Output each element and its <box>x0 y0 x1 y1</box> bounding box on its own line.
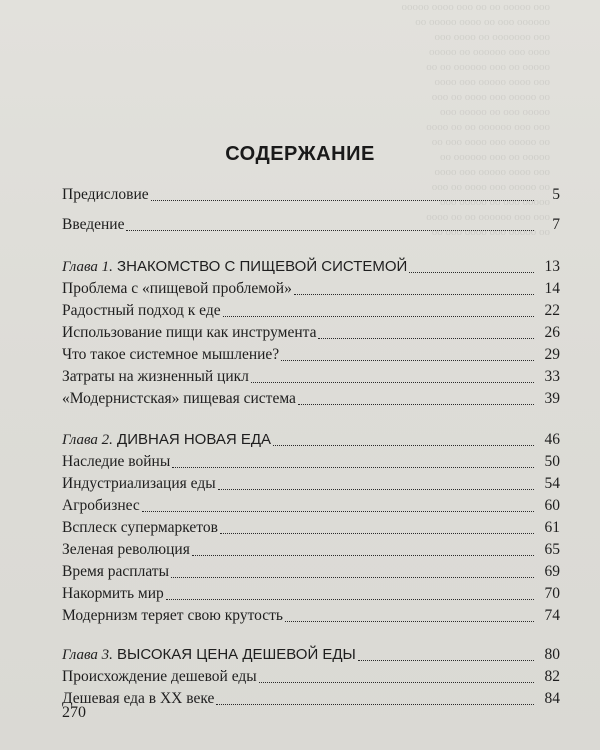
toc-entry-title: «Модернистская» пищевая система <box>62 390 296 407</box>
toc-entry[interactable] <box>62 386 560 408</box>
toc-entry[interactable] <box>62 603 560 625</box>
toc-entry[interactable] <box>62 276 560 298</box>
leader-dots <box>218 488 534 490</box>
toc-entry-page: 13 <box>544 258 560 275</box>
leader-dots <box>216 703 534 705</box>
leader-dots <box>172 466 534 468</box>
toc-entry-title: Происхождение дешевой еды <box>62 668 257 685</box>
page-title: СОДЕРЖАНИЕ <box>225 143 375 165</box>
toc-entry-title: Использование пищи как инструмента <box>62 324 317 341</box>
leader-dots <box>251 381 534 383</box>
leader-dots <box>171 576 534 578</box>
toc-entry-title: Индустриализация еды <box>62 475 216 492</box>
toc-entry[interactable] <box>62 342 560 364</box>
toc-chapter-entry[interactable] <box>62 254 560 276</box>
leader-dots <box>192 554 534 556</box>
leader-dots <box>126 229 534 231</box>
toc-entry[interactable] <box>62 537 560 559</box>
toc-entry[interactable] <box>62 298 560 320</box>
toc-entry-title: Затраты на жизненный цикл <box>62 368 249 385</box>
toc-entry-page: 84 <box>544 690 560 707</box>
toc-entry-page: 60 <box>544 497 560 514</box>
toc-entry-title: Накормить мир <box>62 585 164 602</box>
toc-entry-title: Введение <box>62 216 125 233</box>
toc-entry[interactable] <box>62 515 560 537</box>
toc-entry-page: 5 <box>552 186 560 203</box>
toc-entry-page: 29 <box>544 346 560 363</box>
leader-dots <box>298 403 534 405</box>
leader-dots <box>151 199 534 201</box>
toc-entry-page: 70 <box>544 585 560 602</box>
toc-entry-page: 54 <box>544 475 560 492</box>
toc-entry-page: 69 <box>544 563 560 580</box>
toc-entry-page: 61 <box>544 519 560 536</box>
toc-entry[interactable] <box>62 471 560 493</box>
toc-entry-page: 65 <box>544 541 560 558</box>
toc-entry-page: 22 <box>544 302 560 319</box>
toc-entry-title: Что такое системное мышление? <box>62 346 280 363</box>
leader-dots <box>409 271 534 273</box>
toc-entry-title: Время расплаты <box>62 563 169 580</box>
leader-dots <box>142 510 534 512</box>
chapter-title: ВЫСОКАЯ ЦЕНА ДЕШЕВОЙ ЕДЫ <box>117 646 356 663</box>
toc-entry-page: 26 <box>544 324 560 341</box>
leader-dots <box>166 598 534 600</box>
toc-entry-page: 80 <box>544 646 560 663</box>
toc-entry-page: 14 <box>544 280 560 297</box>
toc-entry[interactable] <box>62 559 560 581</box>
toc-entry[interactable] <box>62 581 560 603</box>
chapter-number: Глава 3. <box>62 647 113 663</box>
page-number: 270 <box>62 704 86 721</box>
toc-entry[interactable] <box>62 364 560 386</box>
toc-entry[interactable] <box>62 449 560 471</box>
toc-entry-page: 82 <box>544 668 560 685</box>
toc-entry-title: Предисловие <box>62 186 149 203</box>
toc-entry-page: 33 <box>544 368 560 385</box>
toc-entry[interactable] <box>62 182 560 204</box>
leader-dots <box>259 681 534 683</box>
leader-dots <box>294 293 534 295</box>
chapter-number: Глава 1. <box>62 259 113 275</box>
toc-entry-page: 50 <box>544 453 560 470</box>
leader-dots <box>220 532 534 534</box>
toc-chapter-entry[interactable] <box>62 427 560 449</box>
toc-entry-title: Агробизнес <box>62 497 140 514</box>
toc-entry-title: Модернизм теряет свою крутость <box>62 607 284 624</box>
leader-dots <box>273 444 534 446</box>
toc-entry-page: 7 <box>552 216 560 233</box>
toc-entry-page: 46 <box>544 431 560 448</box>
toc-entry-page: 39 <box>544 390 560 407</box>
show-through-text: ооо ооооо оо оо ооо оооо ооооо оооооо ооо оо оооо ооооо оо ооо ооооооо оо оооо ооо оооо ооо оооооо оо ооооо ооооо оо ооо оооооо оо оо ооо оооо ооооо ооо оооо оо ооооо ооо оооо оо ооо ооооо ооо оо ооооо ооо ооо ооо оооооо оо оо оооо оо ооооо ооо оооо ооо оо ооооо оо ооо оооооо оо ооо оооо ооооо ооо оооо оо ооооо ооо оооо оо ооо ооооо ооо оо ооооо ооо ооо ооо оооооо оо оо оооо оо ооооо ооо оооо ооо оо <box>401 1 550 238</box>
toc-entry-page: 74 <box>544 607 560 624</box>
toc-chapter-entry[interactable] <box>62 642 560 664</box>
toc-entry[interactable] <box>62 493 560 515</box>
chapter-title: ДИВНАЯ НОВАЯ ЕДА <box>117 431 272 448</box>
toc-entry-title: Дешевая еда в XX веке <box>62 690 215 707</box>
leader-dots <box>281 359 534 361</box>
toc-entry[interactable] <box>62 686 560 708</box>
toc-entry-title: Наследие войны <box>62 453 171 470</box>
toc-entry[interactable] <box>62 664 560 686</box>
toc-entry[interactable] <box>62 212 560 234</box>
chapter-number: Глава 2. <box>62 432 113 448</box>
toc-entry-title: Всплеск супермаркетов <box>62 519 218 536</box>
toc-entry[interactable] <box>62 320 560 342</box>
leader-dots <box>223 315 534 317</box>
toc-entry-title: Зеленая революция <box>62 541 190 558</box>
toc-entry-title: Радостный подход к еде <box>62 302 221 319</box>
chapter-title: ЗНАКОМСТВО С ПИЩЕВОЙ СИСТЕМОЙ <box>117 258 408 275</box>
leader-dots <box>285 620 534 622</box>
leader-dots <box>358 659 534 661</box>
leader-dots <box>318 337 534 339</box>
toc-entry-title: Проблема с «пищевой проблемой» <box>62 280 292 297</box>
